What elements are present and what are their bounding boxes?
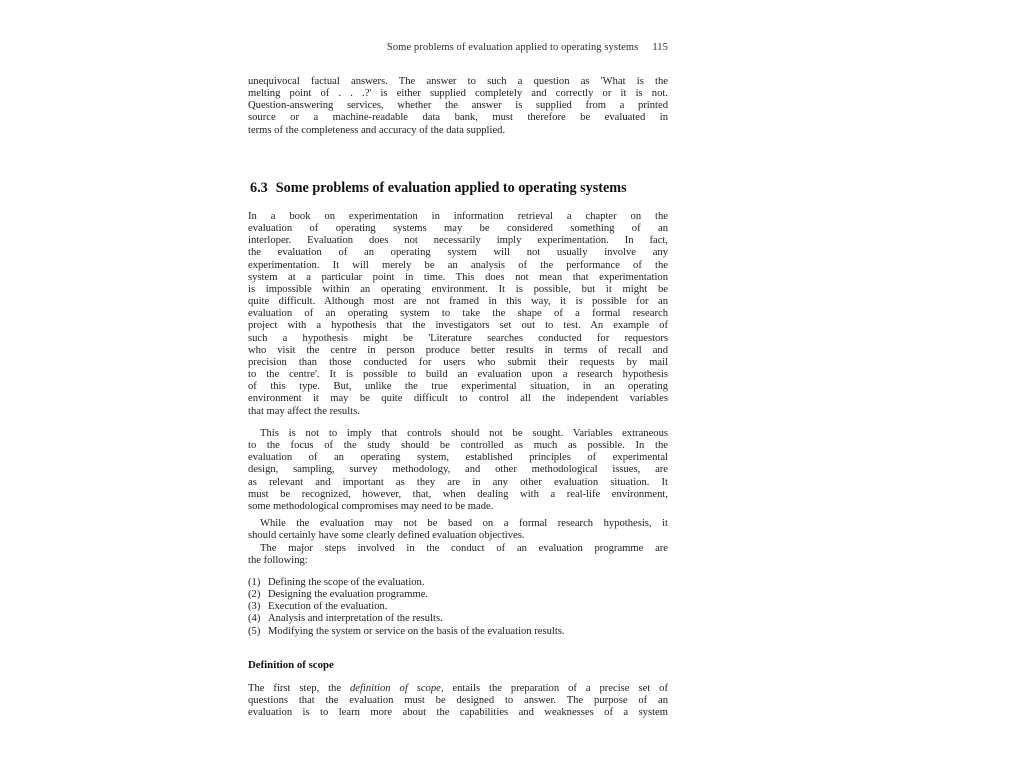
- list-item-number: (1): [248, 577, 261, 588]
- text-line: should certainly have some clearly defined evaluation objectives.: [248, 530, 525, 542]
- text-line: evaluation of an operating system, established principles of experimental: [248, 452, 668, 464]
- list-item-number: (2): [248, 589, 261, 601]
- list-item: [248, 626, 668, 638]
- text-line: precision than those conducted for users who submit their requests by mail: [248, 356, 668, 368]
- list-item: [248, 577, 668, 589]
- section-title: Some problems of evaluation applied to operating systems: [275, 180, 627, 196]
- steps-list: [248, 577, 668, 638]
- text-line: as relevant and important as they are in any other evaluation situation. It: [248, 476, 668, 488]
- text-line: melting point of . . .?' is either supplied completely and correctly or it is not.: [248, 88, 668, 100]
- running-head: [248, 42, 668, 53]
- list-item-text: Designing the evaluation programme.: [268, 589, 429, 601]
- text-line: evaluation is to learn more about the capabilities and weaknesses of a system: [248, 707, 668, 719]
- paragraph-definition-of-scope: [248, 683, 668, 719]
- list-item-text: Execution of the evaluation.: [268, 601, 388, 613]
- list-item: [248, 589, 668, 601]
- text-line: of this type. But, unlike the true experimental situation, in an operating: [248, 381, 668, 393]
- text-line: design, sampling, survey methodology, and other methodological issues, are: [248, 464, 668, 476]
- text-line: In a book on experimentation in information retrieval a chapter on the: [248, 211, 668, 222]
- text-line: evaluation of an operating system to take the shape of a formal research: [248, 308, 668, 320]
- text-fragment: The first step, the: [248, 683, 350, 694]
- paragraph-experimentation: [248, 211, 668, 418]
- text-fragment: , entails the preparation of a precise set of: [440, 683, 668, 694]
- text-line: Question-answering services, whether the answer is supplied from a printed: [248, 100, 668, 112]
- paragraph-objectives: [248, 518, 668, 542]
- list-item-text: Analysis and interpretation of the results.: [268, 613, 443, 625]
- italic-term: definition of scope: [349, 683, 441, 694]
- text-line: to the centre'. It is possible to build an evaluation upon a research hypothesis: [248, 369, 668, 381]
- text-line: the following:: [248, 555, 308, 567]
- page-number: 115: [652, 42, 668, 53]
- paragraph-controls: [248, 428, 668, 513]
- text-line: evaluation of operating systems may be considered something of an: [248, 223, 668, 235]
- text-line: terms of the completeness and accuracy of the data supplied.: [248, 124, 506, 136]
- text-line: quite difficult. Although most are not framed in this way, it is possible for an: [248, 296, 668, 308]
- text-line: to the focus of the study should be controlled as much as possible. In the: [248, 440, 668, 452]
- text-line: project with a hypothesis that the investigators set out to test. An example of: [248, 320, 668, 332]
- text-line: interloper. Evaluation does not necessarily imply experimentation. In fact,: [248, 235, 668, 247]
- section-heading: [250, 180, 670, 197]
- text-line: experimentation. It will merely be an analysis of the performance of the: [248, 259, 668, 271]
- text-line: environment it may be quite difficult to control all the independent variables: [248, 393, 668, 405]
- text-line: such a hypothesis might be 'Literature searches conducted for requestors: [248, 332, 668, 344]
- text-line: This is not to imply that controls should not be sought. Variables extraneous: [260, 428, 668, 439]
- list-item: [248, 601, 668, 613]
- text-line: While the evaluation may not be based on a formal research hypothesis, it: [260, 518, 668, 529]
- text-line: system at a particular point in time. This does not mean that experimentation: [248, 271, 668, 283]
- list-item-text: Defining the scope of the evaluation.: [268, 577, 425, 588]
- text-line: that may affect the results.: [248, 405, 360, 417]
- text-line: some methodological compromises may need to be made.: [248, 500, 494, 512]
- running-head-title: Some problems of evaluation applied to operating systems: [386, 42, 639, 53]
- section-number: 6.3: [250, 180, 268, 196]
- list-item: [248, 613, 668, 625]
- text-line: is impossible within an operating environment. It is possible, but it might be: [248, 283, 668, 295]
- intro-paragraph: [248, 76, 668, 137]
- text-line: questions that the evaluation must be designed to answer. The purpose of an: [248, 695, 668, 707]
- list-item-number: (4): [248, 613, 261, 625]
- subheading-definition-of-scope: Definition of scope: [248, 659, 334, 671]
- list-item-text: Modifying the system or service on the basis of the evaluation results.: [268, 625, 565, 637]
- text-line: unequivocal factual answers. The answer to such a question as 'What is the: [248, 76, 668, 87]
- text-line: The major steps involved in the conduct of an evaluation programme are: [260, 543, 668, 554]
- paragraph-major-steps: [248, 543, 668, 567]
- list-item-number: (5): [248, 625, 261, 637]
- list-item-number: (3): [248, 601, 261, 613]
- text-line: who visit the centre in person produce better results in terms of recall and: [248, 344, 668, 356]
- text-line: must be recognized, however, that, when dealing with a real-life environment,: [248, 488, 668, 500]
- text-line: source or a machine-readable data bank, must therefore be evaluated in: [248, 112, 668, 124]
- text-line: the evaluation of an operating system will not usually involve any: [248, 247, 668, 259]
- text-line: [248, 683, 668, 695]
